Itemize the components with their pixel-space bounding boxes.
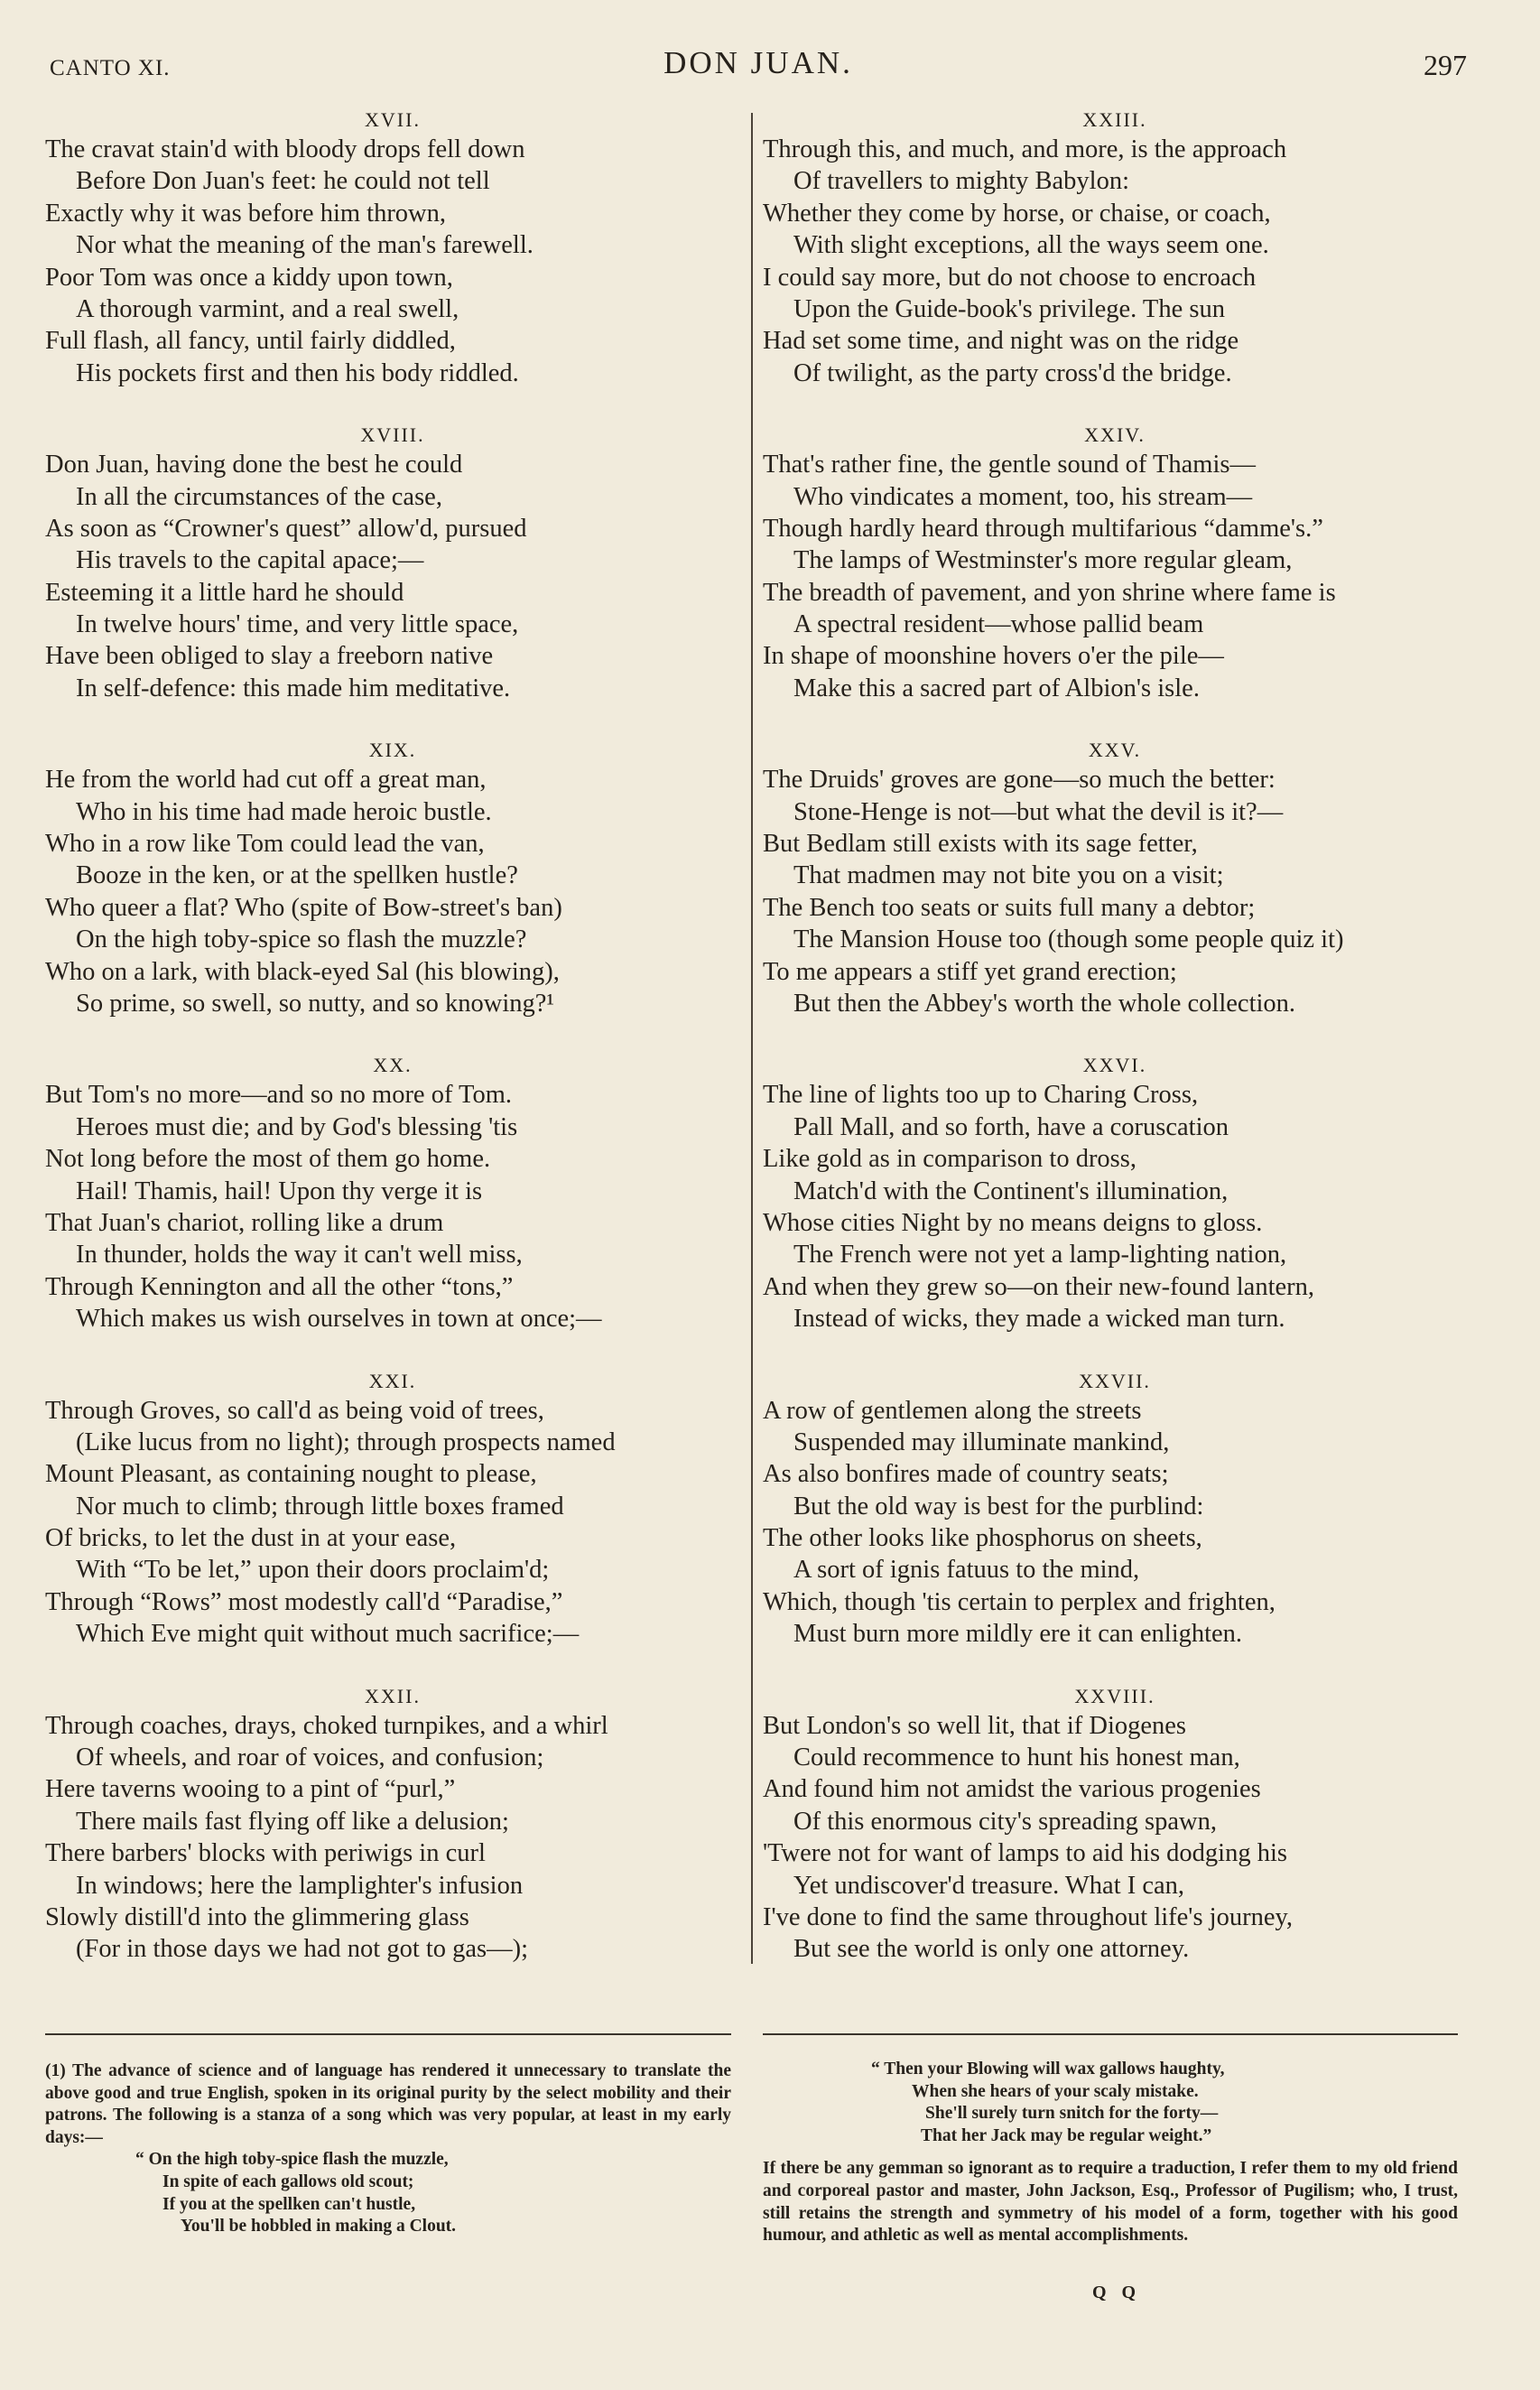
verse-line: That madmen may not bite you on a visit;	[793, 861, 1224, 890]
stanza	[45, 737, 740, 1019]
footnote-rule-left	[45, 2033, 731, 2035]
right-column	[763, 107, 1467, 1966]
verse-line: Whose cities Night by no means deigns to gloss.	[763, 1208, 1263, 1237]
verse-line: In self-defence: this made him meditative.	[76, 674, 511, 702]
verse-line: In thunder, holds the way it can't well miss,	[76, 1241, 523, 1269]
verse-line: Before Don Juan's feet: he could not tell	[76, 167, 490, 196]
stanza-numeral: XIX.	[368, 739, 417, 762]
footnote-verse-line: If you at the spellken can't hustle,	[162, 2194, 416, 2214]
verse-line: A row of gentlemen along the streets	[763, 1396, 1142, 1425]
footnote-verse-line: In spite of each gallows old scout;	[162, 2171, 414, 2191]
stanza-gap	[763, 1019, 1467, 1052]
verse-line: As also bonfires made of country seats;	[763, 1460, 1169, 1489]
verse-line: Hail! Thamis, hail! Upon thy verge it is	[76, 1176, 483, 1205]
verse-line: Make this a sacred part of Albion's isle.	[793, 674, 1200, 702]
footnote-rule-right	[763, 2033, 1458, 2035]
footnote-right	[763, 2059, 1458, 2247]
verse-line: With “To be let,” upon their doors proclaim'd;	[76, 1556, 550, 1585]
stanza	[45, 422, 740, 704]
stanza-numeral: XXII.	[365, 1684, 421, 1707]
stanza-numeral: XXI.	[368, 1369, 417, 1392]
stanza-gap	[45, 1651, 740, 1683]
verse-line: I could say more, but do not choose to encroach	[763, 263, 1257, 292]
verse-line: Through coaches, drays, choked turnpikes, and a whirl	[45, 1711, 608, 1740]
stanza	[763, 1052, 1467, 1334]
column-divider	[751, 113, 753, 1964]
verse-line: He from the world had cut off a great man,	[45, 766, 487, 795]
verse-line: Who on a lark, with black-eyed Sal (his blowing),	[45, 957, 560, 986]
verse-line: Suspended may illuminate mankind,	[793, 1427, 1170, 1456]
verse-line: Must burn more mildly ere it can enlighten.	[793, 1620, 1243, 1649]
verse-line: Here taverns wooing to a pint of “purl,”	[45, 1775, 456, 1804]
verse-line: But then the Abbey's worth the whole collection.	[793, 989, 1296, 1018]
verse-line: In windows; here the lamplighter's infusion	[76, 1871, 524, 1900]
verse-line: Of wheels, and roar of voices, and confusion;	[76, 1744, 544, 1772]
footnote-right-text: If there be any gemman so ignorant as to require a traduction, I refer them to my old friend and corporeal pastor and master, John Jackson, Esq., Professor of Pugilism; who, I trust, still retains the strength and symmetry of his model of a form, together with his good humour, and athletic as well as mental accomplishments.	[763, 2159, 1458, 2246]
verse-line: Booze in the ken, or at the spellken hustle?	[76, 861, 518, 890]
verse-line: Poor Tom was once a kiddy upon town,	[45, 263, 453, 292]
verse-line: But the old way is best for the purblind:	[793, 1492, 1204, 1520]
stanza-gap	[45, 1019, 740, 1052]
stanza-numeral: XVIII.	[360, 423, 425, 447]
running-head-title: DON JUAN.	[663, 45, 853, 80]
stanza-numeral: XXV.	[1088, 739, 1142, 762]
verse-line: Which makes us wish ourselves in town at once;—	[76, 1305, 602, 1334]
verse-line: Through Groves, so call'd as being void of trees,	[45, 1396, 544, 1425]
stanza-numeral: XXVI.	[1082, 1054, 1147, 1077]
footnote-verse-line: When she hears of your scaly mistake.	[912, 2081, 1199, 2101]
verse-line: Pall Mall, and so forth, have a coruscation	[793, 1112, 1229, 1141]
verse-line: And found him not amidst the various progenies	[763, 1775, 1261, 1804]
verse-line: (Like lucus from no light); through prospects named	[76, 1427, 616, 1456]
verse-line: Mount Pleasant, as containing nought to please,	[45, 1460, 537, 1489]
verse-line: Slowly distill'd into the glimmering glass	[45, 1902, 469, 1931]
verse-line: Who in a row like Tom could lead the van,	[45, 830, 485, 859]
stanza	[763, 422, 1467, 704]
verse-line: Stone-Henge is not—but what the devil is it?—	[793, 797, 1284, 826]
verse-line: Through Kennington and all the other “tons,”	[45, 1272, 514, 1301]
verse-line: Nor what the meaning of the man's farewell.	[76, 231, 533, 260]
verse-line: Of this enormous city's spreading spawn,	[793, 1807, 1217, 1836]
verse-line: Like gold as in comparison to dross,	[763, 1145, 1136, 1174]
verse-line: Yet undiscover'd treasure. What I can,	[793, 1871, 1185, 1900]
verse-line: His travels to the capital apace;—	[76, 546, 424, 575]
verse-line: The French were not yet a lamp-lighting nation,	[793, 1241, 1287, 1269]
verse-line: Who vindicates a moment, too, his stream—	[793, 482, 1253, 511]
stanza-gap	[45, 389, 740, 422]
verse-line: There mails fast flying off like a delusion;	[76, 1807, 509, 1836]
verse-line: With slight exceptions, all the ways seem one.	[793, 231, 1269, 260]
stanza	[45, 107, 740, 389]
verse-line: Of twilight, as the party cross'd the bridge.	[793, 358, 1232, 387]
stanza-numeral: XXVIII.	[1074, 1684, 1155, 1707]
verse-line: But see the world is only one attorney.	[793, 1935, 1190, 1964]
footnote-verse-line: “ On the high toby-spice flash the muzzle,	[135, 2150, 449, 2170]
verse-line: Match'd with the Continent's illumination,	[793, 1176, 1229, 1205]
verse-line: Through this, and much, and more, is the approach	[763, 135, 1287, 163]
verse-line: Could recommence to hunt his honest man,	[793, 1744, 1240, 1772]
stanza	[45, 1368, 740, 1651]
verse-line: Don Juan, having done the best he could	[45, 451, 463, 479]
verse-line: The lamps of Westminster's more regular gleam,	[793, 546, 1293, 575]
stanza-numeral: XXIII.	[1082, 108, 1147, 131]
verse-line: On the high toby-spice so flash the muzzle?	[76, 925, 527, 954]
verse-line: The breadth of pavement, and yon shrine where fame is	[763, 578, 1336, 607]
verse-line: That Juan's chariot, rolling like a drum	[45, 1208, 444, 1237]
verse-line: Of travellers to mighty Babylon:	[793, 167, 1130, 196]
stanza-gap	[763, 1335, 1467, 1368]
stanza-numeral: XXIV.	[1084, 423, 1146, 447]
verse-line: Who in his time had made heroic bustle.	[76, 797, 492, 826]
verse-line: Through “Rows” most modestly call'd “Paradise,”	[45, 1587, 563, 1616]
verse-line: So prime, so swell, so nutty, and so knowing?¹	[76, 989, 554, 1018]
verse-line: Of bricks, to let the dust in at your ease,	[45, 1524, 457, 1553]
stanza	[763, 737, 1467, 1019]
stanza-gap	[763, 1651, 1467, 1683]
verse-line: Which, though 'tis certain to perplex and frighten,	[763, 1587, 1276, 1616]
stanza	[45, 1683, 740, 1966]
verse-line: But Bedlam still exists with its sage fetter,	[763, 830, 1198, 859]
verse-line: Whether they come by horse, or chaise, or coach,	[763, 199, 1271, 228]
verse-line: Instead of wicks, they made a wicked man turn.	[793, 1305, 1285, 1334]
stanza-numeral: XVII.	[365, 108, 421, 131]
verse-line: The Druids' groves are gone—so much the better:	[763, 766, 1276, 795]
verse-line: The cravat stain'd with bloody drops fell down	[45, 135, 525, 163]
signature-mark: Q Q	[1092, 2283, 1142, 2302]
verse-line: There barbers' blocks with periwigs in curl	[45, 1839, 486, 1868]
verse-line: The Bench too seats or suits full many a debtor;	[763, 893, 1256, 922]
stanza	[763, 1368, 1467, 1651]
verse-line: Had set some time, and night was on the ridge	[763, 327, 1239, 356]
verse-line: Full flash, all fancy, until fairly diddled,	[45, 327, 456, 356]
footnote-left-text: (1) The advance of science and of language has rendered it unnecessary to translate the above good and true English, spoken in its original purity by the select mobility and their patrons. The following is a stanza of a song which was very popular, at least in my early days:—	[45, 2061, 731, 2147]
footnote-verse-line: You'll be hobbled in making a Clout.	[181, 2217, 457, 2237]
stanza-numeral: XX.	[373, 1054, 413, 1077]
verse-line: Upon the Guide-book's privilege. The sun	[793, 294, 1225, 323]
verse-line: The Mansion House too (though some people quiz it)	[793, 925, 1344, 954]
left-column	[45, 107, 740, 1966]
page-number: 297	[1424, 49, 1467, 81]
stanza-gap	[763, 389, 1467, 422]
verse-line: The other looks like phosphorus on sheets,	[763, 1524, 1202, 1553]
verse-line: The line of lights too up to Charing Cross,	[763, 1081, 1199, 1110]
verse-line: Though hardly heard through multifarious “damme's.”	[763, 514, 1323, 543]
stanza-numeral: XXVII.	[1079, 1369, 1151, 1392]
verse-line: To me appears a stiff yet grand erection;	[763, 957, 1177, 986]
verse-line: In twelve hours' time, and very little space,	[76, 610, 519, 639]
verse-line: But London's so well lit, that if Diogenes	[763, 1711, 1187, 1740]
verse-line: Nor much to climb; through little boxes framed	[76, 1492, 564, 1520]
verse-line: (For in those days we had not got to gas—);	[76, 1935, 529, 1964]
verse-line: Who queer a flat? Who (spite of Bow-street's ban)	[45, 893, 562, 922]
stanza-gap	[45, 1335, 740, 1368]
stanza-gap	[763, 704, 1467, 737]
footnote-verse-line: That her Jack may be regular weight.”	[921, 2125, 1212, 2145]
footnote-left	[45, 2060, 731, 2238]
verse-line: A sort of ignis fatuus to the mind,	[793, 1556, 1140, 1585]
stanza	[763, 1683, 1467, 1966]
verse-line: Esteeming it a little hard he should	[45, 578, 404, 607]
verse-line: Exactly why it was before him thrown,	[45, 199, 447, 228]
verse-line: A thorough varmint, and a real swell,	[76, 294, 459, 323]
verse-line: Have been obliged to slay a freeborn native	[45, 642, 494, 671]
verse-line: A spectral resident—whose pallid beam	[793, 610, 1204, 639]
verse-line: Not long before the most of them go home.	[45, 1145, 491, 1174]
page-header	[50, 45, 1467, 90]
verse-line: Which Eve might quit without much sacrifice;—	[76, 1620, 580, 1649]
verse-line: In shape of moonshine hovers o'er the pile—	[763, 642, 1224, 671]
verse-line: In all the circumstances of the case,	[76, 482, 442, 511]
verse-line: His pockets first and then his body riddled.	[76, 358, 519, 387]
verse-line: As soon as “Crowner's quest” allow'd, pursued	[45, 514, 527, 543]
stanza	[763, 107, 1467, 389]
running-head-canto: CANTO XI.	[50, 56, 171, 80]
verse-line: 'Twere not for want of lamps to aid his dodging his	[763, 1839, 1287, 1868]
footnote-verse-line: She'll surely turn snitch for the forty—	[925, 2104, 1219, 2124]
verse-line: Heroes must die; and by God's blessing 'tis	[76, 1112, 518, 1141]
stanza-gap	[45, 704, 740, 737]
verse-line: And when they grew so—on their new-found lantern,	[763, 1272, 1315, 1301]
stanza	[45, 1052, 740, 1334]
footnote-verse-line: “ Then your Blowing will wax gallows haughty,	[871, 2060, 1225, 2078]
verse-line: I've done to find the same throughout life's journey,	[763, 1902, 1293, 1931]
verse-line: That's rather fine, the gentle sound of Thamis—	[763, 451, 1256, 479]
verse-line: But Tom's no more—and so no more of Tom.	[45, 1081, 513, 1110]
